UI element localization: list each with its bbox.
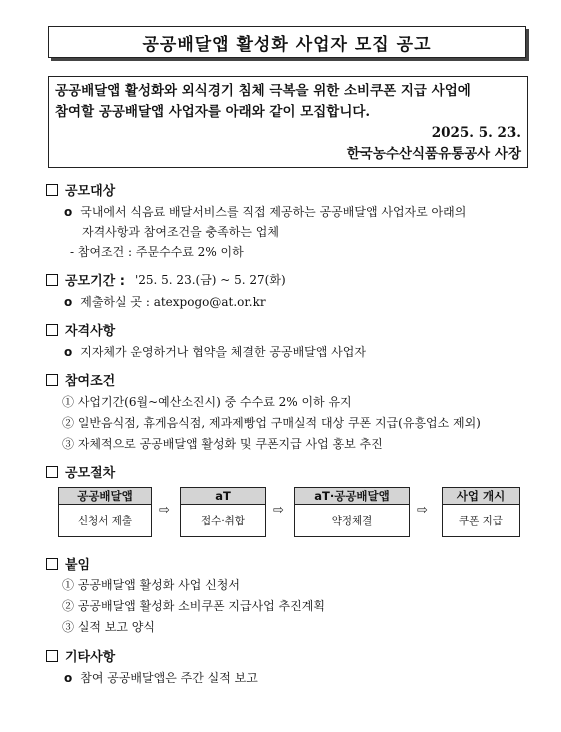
arrow-right-icon: ⇨ <box>273 503 284 518</box>
announcement-box <box>48 76 528 168</box>
attachment-item-3: ③ 실적 보고 양식 <box>62 620 155 634</box>
qualification-item: o 지자체가 운영하거나 협약을 체결한 공공배달앱 사업자 <box>64 345 366 359</box>
attachment-item-1: ① 공공배달앱 활성화 사업 신청서 <box>62 578 240 592</box>
target-item-line-1: o 국내에서 식음료 배달서비스를 직접 제공하는 공공배달앱 사업자로 아래의 <box>64 205 467 219</box>
procedure-step-3 <box>294 487 410 537</box>
arrow-right-icon: ⇨ <box>417 503 428 518</box>
target-sub-condition: - 참여조건 : 주문수수료 2% 이하 <box>70 245 244 259</box>
announcement-date: 2025. 5. 23. <box>431 125 521 141</box>
bullet-icon: o <box>64 345 73 359</box>
section-target-heading <box>46 180 115 199</box>
section-conditions-heading <box>46 370 115 389</box>
section-title: 자격사항 <box>65 324 116 339</box>
checkbox-icon <box>46 324 58 336</box>
section-qualification-heading <box>46 320 115 339</box>
other-item: o 참여 공공배달앱은 주간 실적 보고 <box>64 671 258 685</box>
period-submit-line <box>64 293 266 310</box>
step-head: aT <box>181 488 265 505</box>
section-period-heading <box>46 270 286 289</box>
checkbox-icon <box>46 374 58 386</box>
section-title: 붙임 <box>65 558 91 573</box>
bullet-icon: o <box>64 671 73 685</box>
step-body: 쿠폰 지급 <box>459 515 503 527</box>
section-title: 참여조건 <box>65 374 116 389</box>
procedure-step-1 <box>58 487 152 537</box>
step-body: 약정체결 <box>331 515 373 527</box>
section-title: 공모절차 <box>65 466 116 481</box>
attachment-item-2: ② 공공배달앱 활성화 소비쿠폰 지급사업 추진계획 <box>62 599 325 613</box>
notice-title-text: 공공배달앱 활성화 사업자 모집 공고 <box>142 34 432 55</box>
checkbox-icon <box>46 466 58 478</box>
condition-item-1: ① 사업기간(6월~예산소진시) 중 수수료 2% 이하 유지 <box>62 395 352 409</box>
step-head: 공공배달앱 <box>59 488 151 505</box>
section-procedure-heading <box>46 462 115 481</box>
checkbox-icon <box>46 650 58 662</box>
announcement-issuer: 한국농수산식품유통공사 사장 <box>346 146 521 162</box>
checkbox-icon <box>46 274 58 286</box>
target-item-line-2: 자격사항과 참여조건을 충족하는 업체 <box>82 225 279 239</box>
procedure-step-4 <box>442 487 520 537</box>
step-body: 신청서 제출 <box>77 515 133 527</box>
checkbox-icon <box>46 558 58 570</box>
section-title: 기타사항 <box>65 650 116 665</box>
condition-item-3: ③ 자체적으로 공공배달앱 활성화 및 쿠폰지급 사업 홍보 추진 <box>62 437 383 451</box>
submit-email: 제출하실 곳 : atexpogo@at.or.kr <box>80 295 266 309</box>
section-attachments-heading <box>46 554 90 573</box>
section-title: 공모기간 : <box>65 274 125 289</box>
announcement-line-2: 참여할 공공배달앱 사업자를 아래와 같이 모집합니다. <box>55 104 371 120</box>
section-title: 공모대상 <box>65 184 116 199</box>
bullet-icon: o <box>64 205 73 219</box>
section-other-heading <box>46 646 115 665</box>
checkbox-icon <box>46 184 58 196</box>
condition-item-2: ② 일반음식점, 휴게음식점, 제과제빵업 구매실적 대상 쿠폰 지급(유흥업소 제외) <box>62 416 481 430</box>
period-value: '25. 5. 23.(금) ~ 5. 27(화) <box>134 273 286 287</box>
step-head: aT·공공배달앱 <box>295 488 409 505</box>
arrow-right-icon: ⇨ <box>159 503 170 518</box>
step-head: 사업 개시 <box>443 488 519 505</box>
notice-title <box>48 26 526 58</box>
step-body: 접수·취합 <box>201 515 245 527</box>
bullet-icon: o <box>64 295 73 309</box>
procedure-step-2 <box>180 487 266 537</box>
announcement-line-1: 공공배달앱 활성화와 외식경기 침체 극복을 위한 소비쿠폰 지급 사업에 <box>55 83 471 99</box>
